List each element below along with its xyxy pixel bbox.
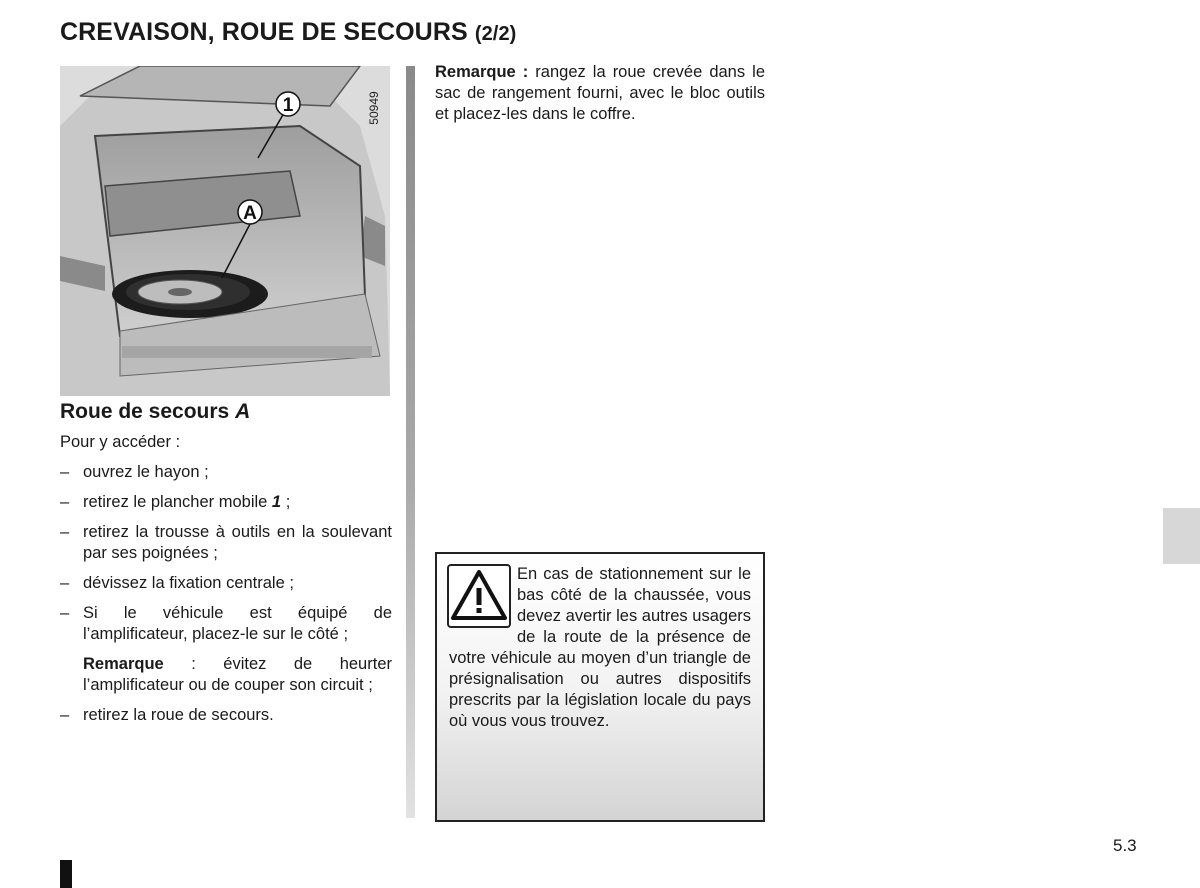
remark-label: Remarque : bbox=[435, 63, 529, 81]
step-text: Si le véhicule est équipé de l’amplificateur, placez-le sur le côté ; bbox=[83, 604, 392, 643]
step-text: retirez la roue de secours. bbox=[83, 706, 274, 724]
page-number: 5.3 bbox=[1113, 836, 1137, 855]
section-title-letter: A bbox=[235, 400, 251, 423]
list-item bbox=[60, 603, 392, 645]
trunk-illustration bbox=[60, 66, 390, 396]
dash: – bbox=[60, 604, 70, 622]
list-item bbox=[60, 705, 392, 726]
steps-list-end bbox=[60, 705, 392, 726]
callout-1-label: 1 bbox=[282, 95, 294, 116]
list-item bbox=[60, 492, 392, 513]
intro-text: Pour y accéder : bbox=[60, 433, 181, 451]
steps-list bbox=[60, 462, 392, 645]
step-text: ouvrez le hayon ; bbox=[83, 463, 209, 481]
page-title bbox=[60, 18, 516, 47]
step-text: dévissez la fixation centrale ; bbox=[83, 574, 294, 592]
remark-text: rangez la roue crevée dans le sac de rangement fourni, avec le bloc outils et placez-les dans le coffre. bbox=[435, 63, 766, 123]
title-text: CREVAISON, ROUE DE SECOURS bbox=[60, 18, 468, 46]
dash: – bbox=[60, 463, 70, 481]
column-divider bbox=[406, 66, 415, 818]
warning-text-block bbox=[449, 564, 751, 732]
list-item bbox=[60, 462, 392, 483]
step-text: retirez la trousse à outils en la soulevant par ses poignées ; bbox=[83, 523, 392, 562]
warning-box bbox=[435, 552, 765, 822]
step-reference: 1 bbox=[271, 493, 282, 511]
corner-marker bbox=[60, 860, 72, 888]
section-title-text: Roue de secours bbox=[60, 400, 236, 423]
storage-remark bbox=[435, 62, 765, 125]
left-column bbox=[60, 400, 392, 735]
list-item bbox=[60, 522, 392, 564]
dash: – bbox=[60, 706, 70, 724]
figure-code: 50949 bbox=[367, 91, 381, 125]
remark-label: Remarque bbox=[83, 655, 164, 673]
dash: – bbox=[60, 574, 70, 592]
right-column bbox=[435, 62, 765, 125]
step-text-end: ; bbox=[281, 493, 291, 511]
warning-text: En cas de stationnement sur le bas côté de la chaussée, vous devez avertir les autres usagers de la route de la présence de votre véhicule au moyen d’un triangle de présignalisation ou autres dispositifs prescrits par la législation locale du pays où vous vous trouvez. bbox=[449, 565, 751, 730]
step-text: retirez le plancher mobile bbox=[83, 493, 272, 511]
list-item bbox=[60, 573, 392, 594]
callout-a-label: A bbox=[243, 203, 257, 224]
dash: – bbox=[60, 523, 70, 541]
remark-note bbox=[60, 654, 392, 696]
chapter-thumb-tab bbox=[1163, 508, 1200, 564]
remark-text: : évitez de heurter l’amplificateur ou de couper son circuit ; bbox=[83, 655, 392, 694]
section-title bbox=[60, 400, 392, 424]
title-page-indicator: (2/2) bbox=[474, 23, 517, 45]
dash: – bbox=[60, 493, 70, 511]
